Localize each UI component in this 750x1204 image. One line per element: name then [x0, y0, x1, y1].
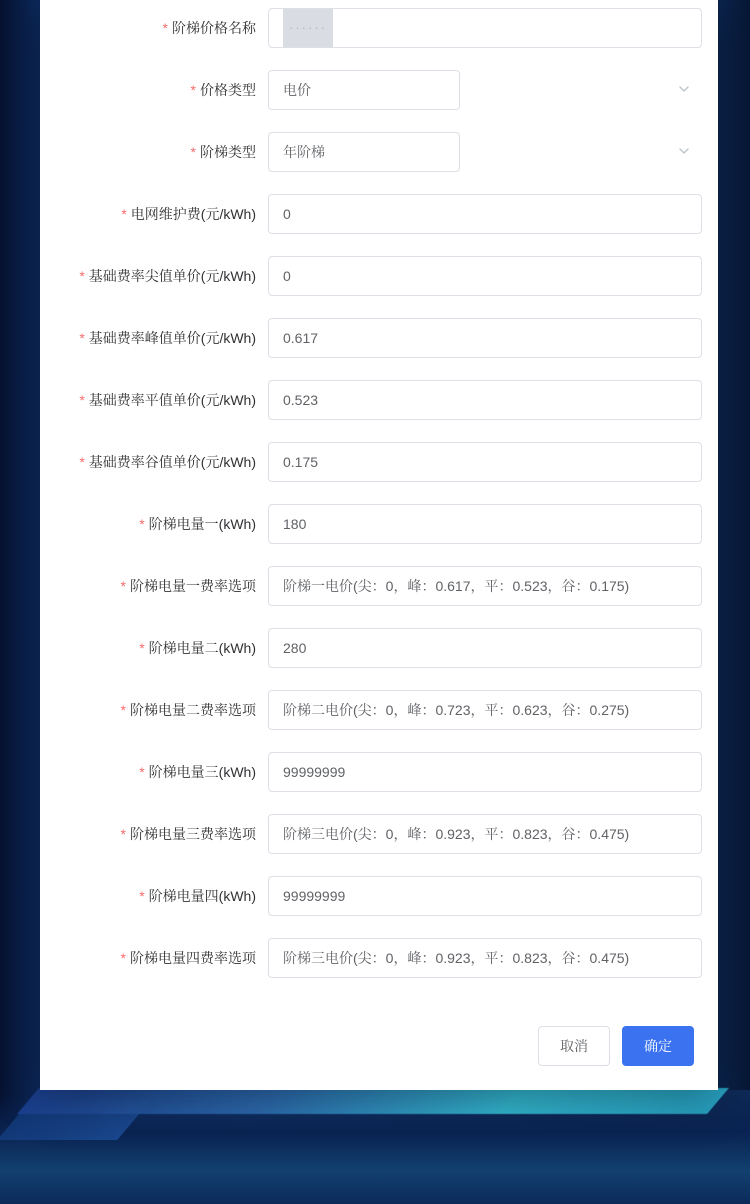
left-glow-edge — [0, 0, 40, 1204]
field-value: 99999999 — [283, 888, 346, 904]
field-value: 0 — [283, 268, 291, 284]
field-value: 电价 — [283, 82, 311, 98]
required-asterisk: * — [79, 454, 85, 470]
field-wrapper-ladder-energy-4-rate-option — [268, 938, 702, 978]
form-row — [40, 256, 718, 296]
input-ladder-energy-2-rate-option[interactable] — [268, 690, 702, 730]
field-value: 99999999 — [283, 764, 346, 780]
select-price-type[interactable] — [268, 70, 460, 110]
required-asterisk: * — [120, 702, 126, 718]
field-label-text: 阶梯类型 — [200, 144, 256, 160]
cancel-button[interactable]: 取消 — [538, 1026, 610, 1066]
field-label-ladder-energy-3 — [40, 752, 268, 792]
field-label-ladder-energy-3-rate-option — [40, 814, 268, 854]
field-label-base-rate-peak-price — [40, 318, 268, 358]
form-row — [40, 628, 718, 668]
form-row — [40, 814, 718, 854]
form-row — [40, 752, 718, 792]
field-label-text: 阶梯价格名称 — [172, 20, 256, 36]
field-wrapper-ladder-price-name — [268, 8, 702, 48]
field-wrapper-ladder-energy-1-rate-option — [268, 566, 702, 606]
field-label-grid-maintenance-fee — [40, 194, 268, 234]
input-ladder-energy-4-rate-option[interactable] — [268, 938, 702, 978]
input-ladder-energy-3[interactable] — [268, 752, 702, 792]
confirm-button[interactable]: 确定 — [622, 1026, 694, 1066]
input-ladder-energy-4[interactable] — [268, 876, 702, 916]
input-ladder-energy-3-rate-option[interactable] — [268, 814, 702, 854]
field-value: 阶梯二电价(尖：0，峰：0.723，平：0.623，谷：0.275) — [283, 702, 630, 718]
required-asterisk: * — [139, 764, 145, 780]
field-wrapper-grid-maintenance-fee — [268, 194, 702, 234]
required-asterisk: * — [120, 950, 126, 966]
field-label-text: 电网维护费(元/kWh) — [130, 206, 256, 222]
field-label-ladder-energy-1-rate-option — [40, 566, 268, 606]
field-value: 年阶梯 — [283, 144, 325, 160]
form-row — [40, 8, 718, 48]
ladder-price-dialog — [40, 0, 718, 1090]
masked-value: ······ — [283, 8, 333, 48]
form-row — [40, 70, 718, 110]
input-base-rate-valley-price[interactable] — [268, 442, 702, 482]
required-asterisk: * — [121, 206, 127, 222]
field-wrapper-base-rate-sharp-price — [268, 256, 702, 296]
field-value: 阶梯三电价(尖：0，峰：0.923，平：0.823，谷：0.475) — [283, 826, 630, 842]
field-value: 0 — [283, 206, 291, 222]
form-row — [40, 380, 718, 420]
field-label-base-rate-flat-price — [40, 380, 268, 420]
field-label-text: 阶梯电量二费率选项 — [130, 702, 256, 718]
form-row — [40, 876, 718, 916]
field-value: 阶梯一电价(尖：0，峰：0.617，平：0.523，谷：0.175) — [283, 578, 630, 594]
required-asterisk: * — [79, 268, 85, 284]
field-value: 0.617 — [283, 330, 319, 346]
field-label-text: 阶梯电量四费率选项 — [130, 950, 256, 966]
required-asterisk: * — [162, 20, 168, 36]
field-label-ladder-energy-2 — [40, 628, 268, 668]
required-asterisk: * — [139, 888, 145, 904]
form-row — [40, 690, 718, 730]
input-base-rate-flat-price[interactable] — [268, 380, 702, 420]
form-row — [40, 318, 718, 358]
field-label-ladder-type — [40, 132, 268, 172]
required-asterisk: * — [79, 392, 85, 408]
required-asterisk: * — [139, 516, 145, 532]
field-label-ladder-price-name — [40, 8, 268, 48]
field-wrapper-ladder-energy-1 — [268, 504, 702, 544]
form-row — [40, 504, 718, 544]
select-ladder-type[interactable] — [268, 132, 460, 172]
input-ladder-energy-1-rate-option[interactable] — [268, 566, 702, 606]
form-row — [40, 566, 718, 606]
required-asterisk: * — [139, 640, 145, 656]
input-ladder-price-name[interactable] — [268, 8, 702, 48]
field-wrapper-ladder-energy-3 — [268, 752, 702, 792]
field-wrapper-ladder-energy-2-rate-option — [268, 690, 702, 730]
required-asterisk: * — [190, 82, 196, 98]
field-wrapper-base-rate-flat-price — [268, 380, 702, 420]
form-row — [40, 938, 718, 978]
form-row — [40, 442, 718, 482]
right-glow-edge — [718, 0, 750, 1090]
field-wrapper-base-rate-valley-price — [268, 442, 702, 482]
field-label-text: 阶梯电量二(kWh) — [148, 640, 256, 656]
field-label-ladder-energy-4-rate-option — [40, 938, 268, 978]
field-label-text: 阶梯电量四(kWh) — [148, 888, 256, 904]
form-row — [40, 194, 718, 234]
input-base-rate-peak-price[interactable] — [268, 318, 702, 358]
required-asterisk: * — [190, 144, 196, 160]
field-label-text: 阶梯电量一(kWh) — [148, 516, 256, 532]
required-asterisk: * — [120, 826, 126, 842]
field-value: 280 — [283, 640, 307, 656]
field-value: 0.523 — [283, 392, 319, 408]
field-label-base-rate-sharp-price — [40, 256, 268, 296]
field-label-base-rate-valley-price — [40, 442, 268, 482]
field-label-price-type — [40, 70, 268, 110]
field-wrapper-ladder-energy-4 — [268, 876, 702, 916]
field-label-ladder-energy-2-rate-option — [40, 690, 268, 730]
field-wrapper-ladder-energy-2 — [268, 628, 702, 668]
field-label-ladder-energy-1 — [40, 504, 268, 544]
dialog-footer — [40, 1002, 718, 1090]
required-asterisk: * — [79, 330, 85, 346]
field-label-text: 基础费率峰值单价(元/kWh) — [88, 330, 256, 346]
field-value: 0.175 — [283, 454, 319, 470]
field-label-text: 基础费率平值单价(元/kWh) — [88, 392, 256, 408]
form-row — [40, 132, 718, 172]
input-ladder-energy-1[interactable] — [268, 504, 702, 544]
field-wrapper-ladder-energy-3-rate-option — [268, 814, 702, 854]
chevron-down-icon — [678, 145, 690, 157]
field-label-text: 阶梯电量一费率选项 — [130, 578, 256, 594]
field-value: 阶梯三电价(尖：0，峰：0.923，平：0.823，谷：0.475) — [283, 950, 630, 966]
field-label-text: 基础费率谷值单价(元/kWh) — [88, 454, 256, 470]
field-label-text: 价格类型 — [200, 82, 256, 98]
field-label-text: 阶梯电量三费率选项 — [130, 826, 256, 842]
field-value: 180 — [283, 516, 307, 532]
field-label-ladder-energy-4 — [40, 876, 268, 916]
field-wrapper-base-rate-peak-price — [268, 318, 702, 358]
input-base-rate-sharp-price[interactable] — [268, 256, 702, 296]
field-wrapper-ladder-type — [268, 132, 702, 172]
input-grid-maintenance-fee[interactable] — [268, 194, 702, 234]
field-label-text: 阶梯电量三(kWh) — [148, 764, 256, 780]
chevron-down-icon — [678, 83, 690, 95]
ladder-price-form — [40, 0, 718, 978]
field-label-text: 基础费率尖值单价(元/kWh) — [88, 268, 256, 284]
field-wrapper-price-type — [268, 70, 702, 110]
accent-shape-primary — [17, 1088, 729, 1114]
input-ladder-energy-2[interactable] — [268, 628, 702, 668]
required-asterisk: * — [120, 578, 126, 594]
